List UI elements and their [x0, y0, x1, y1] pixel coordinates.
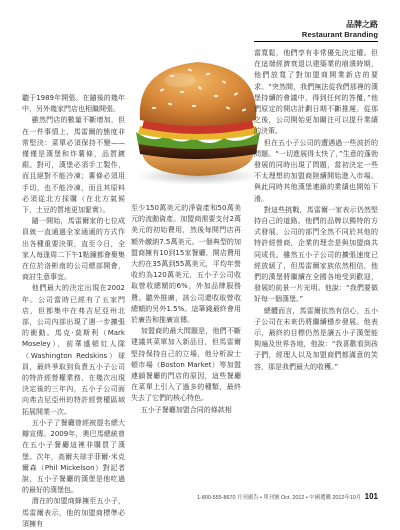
- paragraph: 但在五小子公司的遭遇過一些波折的問題。“一切進展得太快了，”生意的蓬勃發展的同時出現了問題，當初決定一些不太理想的加盟商陸續開始進入市場。與此同時其他漢堡連鎖的業績也開始下滑。: [254, 138, 378, 203]
- page-footer: [0, 492, 378, 501]
- paragraph: 至少150萬美元的淨資產和50萬美元的流動資產。加盟商需要支付2萬美元的初始費用，然後每開門店再額外繳納7.5萬美元。一個典型的加盟商擁有10到15家餐廳，開店費用大約在35萬到55萬美元，平均年營收約為120萬美元，五小子公司收取營收總額的6%，外加品牌服務費。聽外推廣，該公司還收取營收總額的另外1.5%。這筆錢最終會用於廣告和推廣宣傳。: [131, 204, 241, 325]
- page-header: [302, 20, 378, 40]
- paragraph: 加盟商的最大問題是，他們不斷建議其菜單加入新品目，但馬雷爾堅持保持自己的立場，他分析說士頓市場（Boston Market）等加盟連鎖餐廳的門店的原因，這些餐廳在菜單上引入了過多的種類，最終失去了它們的核心特色。: [131, 327, 241, 403]
- footer-info: 1-800-555-8670 月刊廣告 • 單刊號 Oct. 2012 • 中國選購 2012年10月: [197, 495, 362, 501]
- body-column-2: [131, 203, 241, 416]
- paragraph: 五小子餐廳加盟合同的條款相: [140, 405, 232, 414]
- section-title-english: Restaurant Branding: [301, 30, 378, 39]
- paragraph: 當寬鬆，他們享有非常優先決定權。但在這端經濟衰退以建築業的崩潰時期，他們放寬了對加盟商開業新店的要求。“突然間，我們無法從我們那裡的漢堡持續的會議中，得到任何的答覆，”他們原定的開店計劃日期不斷推遲。從那之後，公司開始更加關注可以提升業績的決策。: [254, 49, 378, 136]
- paragraph: 他們最大的決定出現在2002年。公司當時已經有了五家門店，但都集中在弗吉尼亞州北部，公司內部出現了遇一步擴張的衝動。馬克·莫斯利（Mark Moseley），前華盛頓紅人隊（Washington Redskins）球員，最終爭取到負責五小子公司的特許經營權業務，在幾次出現決定後的三年內，五小子公司面向弗吉尼亞州的特許經營權區域拓展開業一次。: [22, 284, 125, 416]
- paragraph: 隨一開始，馬雷爾家的七位成員就一直通過全家通通的方式作出各種重要決策，直至今日，全家人每逢周二下午1點鐘都會聚集在位於洛彬南的公司總部開會，商討生意事宜。: [22, 217, 125, 282]
- paragraph: 五小子了餐廳曾經被提名總大瓣宣傳。2009年，奧巴馬總統曾在五小子餐廳這裡非購買了漢堡。次年，高爾夫球手菲爾·米克爾森（Phil Mickelson）對記者說，五小子餐廳的漢堡是他吃過的最好的漢堡包。: [22, 418, 125, 495]
- paragraph: 聽于1989年開張。在隨後的幾年中，另外幾家門店也相繼開張。: [22, 94, 125, 114]
- body-column-1: [22, 93, 125, 530]
- paragraph: 潛在的加盟商蜂擁至五小子，馬雷爾表示，他的加盟商標準必須擁有: [22, 497, 125, 528]
- burger-photo: [132, 48, 264, 190]
- header-divider: [254, 41, 378, 42]
- page-number: 101: [364, 492, 378, 501]
- paragraph: 雖然門店的數量不斷增加，但在一件事情上，馬雷爾的態度非常堅決：菜單必須保持不變——僅僅是漢堡和炸薯條，品質鍍銀。對可，漢堡必須手工製作，而且絕對不能冷凍；薯條必須用手切，也不能冷凍，而且其原料必須從北方採購（在北方氣候下，土豆的質地更加緊實）。: [22, 116, 125, 215]
- paragraph: 對這些挑戰，馬雷爾一家表示仍然堅持自己的道路。他們的品牌以獨特的方式發展，公司的部門全然不同於其他的特許經營商，企業的理念是與加盟商共同成長。雖然五小子公司的擴張速度已經放緩了，但馬雷爾家族依然相信，他們的漢堡將繼續在全國各地受到歡迎，發展的前景一片光明。他說：“我們要做好每一個漢堡。”: [254, 205, 378, 304]
- paragraph: 總體而言，馬雷爾依然有信心，五小子公司在未來仍將繼續穩步發展。他表示，最終的目標仍然是讓五小子漢堡能夠遍及世界各地，他說：“我喜歡看到孩子們，經理人以及加盟商們都滿意的笑容，那是我們最大的收穫。”: [254, 306, 378, 371]
- section-title-chinese: 品牌之路: [346, 20, 378, 29]
- body-column-3: [254, 48, 378, 373]
